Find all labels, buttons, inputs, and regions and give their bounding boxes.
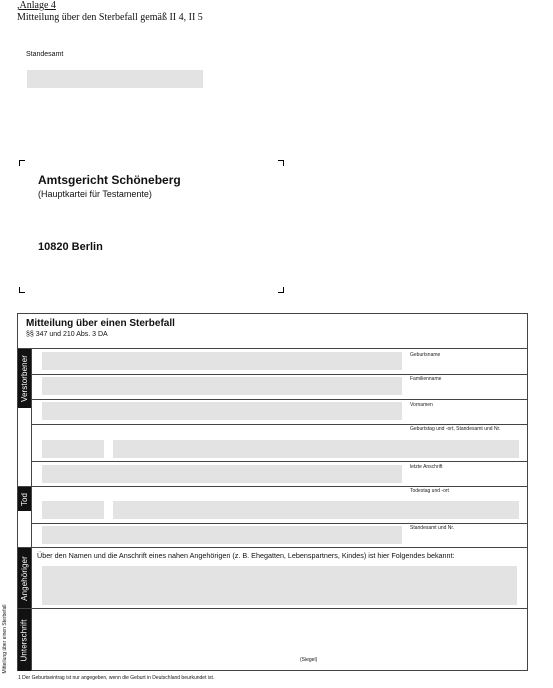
address-corner-bottom-right xyxy=(278,287,284,293)
row-divider-8 xyxy=(17,608,528,609)
row-divider-6 xyxy=(31,523,528,524)
relatives-instruction: Über den Namen und die Anschrift eines nahen Angehörigen (z. B. Ehegatten, Lebenspartners, Kindes) ist hier Folgendes bekannt: xyxy=(37,551,455,560)
relatives-field[interactable] xyxy=(42,566,517,605)
birth-name-label: Geburtsname xyxy=(410,352,441,358)
section-column-border xyxy=(31,349,32,671)
footnote: 1 Der Geburtseintrag ist nur angegeben, wenn die Geburt in Deutschland beurkundet ist. xyxy=(18,675,215,681)
annex-label: ,Anlage 4 xyxy=(17,0,56,11)
row-divider-1 xyxy=(31,374,528,375)
sender-label: Standesamt xyxy=(26,51,64,58)
first-names-field[interactable] xyxy=(42,402,402,420)
sender-field[interactable] xyxy=(27,70,203,88)
registry-office-label: Standesamt und Nr. xyxy=(410,525,455,531)
seal-label: (Siegel) xyxy=(300,657,318,663)
row-divider-7 xyxy=(17,547,528,548)
row-divider-4 xyxy=(31,461,528,462)
birth-place-registry-field[interactable] xyxy=(113,440,519,458)
form-legal-basis: §§ 347 und 210 Abs. 3 DA xyxy=(26,331,108,338)
family-name-label: Familienname xyxy=(410,376,442,382)
recipient-city: 10820 Berlin xyxy=(38,241,103,253)
form-title: Mitteilung über einen Sterbefall xyxy=(26,318,175,329)
side-label: Mitteilung über einen Sterbefall xyxy=(2,604,8,674)
recipient-court: Amtsgericht Schöneberg xyxy=(38,173,181,187)
section-bar-death: Tod xyxy=(18,487,31,511)
registry-office-field[interactable] xyxy=(42,526,402,544)
family-name-field[interactable] xyxy=(42,377,402,395)
row-divider-2 xyxy=(31,399,528,400)
address-corner-top-left xyxy=(19,160,25,166)
last-address-field[interactable] xyxy=(42,465,402,483)
row-divider-5 xyxy=(17,486,528,487)
section-bar-deceased: Verstorbener xyxy=(18,349,31,408)
death-date-place-label: Todestag und -ort xyxy=(410,488,449,494)
row-divider-3 xyxy=(31,424,528,425)
birth-name-field[interactable] xyxy=(42,352,402,370)
birth-date-field[interactable] xyxy=(42,440,104,458)
section-bar-signature: Unterschrift xyxy=(18,609,31,671)
death-place-field[interactable] xyxy=(113,501,519,519)
document-subtitle: Mitteilung über den Sterbefall gemäß II 4, II 5 xyxy=(17,12,203,23)
form-header-divider xyxy=(17,348,528,349)
first-names-label: Vornamen xyxy=(410,402,433,408)
recipient-department: (Hauptkartei für Testamente) xyxy=(38,189,152,199)
birth-date-place-label: Geburtstag und -ort, Standesamt und Nr. xyxy=(410,426,501,432)
address-corner-top-right xyxy=(278,160,284,166)
section-bar-relatives: Angehöriger xyxy=(18,547,31,609)
death-date-field[interactable] xyxy=(42,501,104,519)
address-corner-bottom-left xyxy=(19,287,25,293)
last-address-label: letzte Anschrift xyxy=(410,464,443,470)
